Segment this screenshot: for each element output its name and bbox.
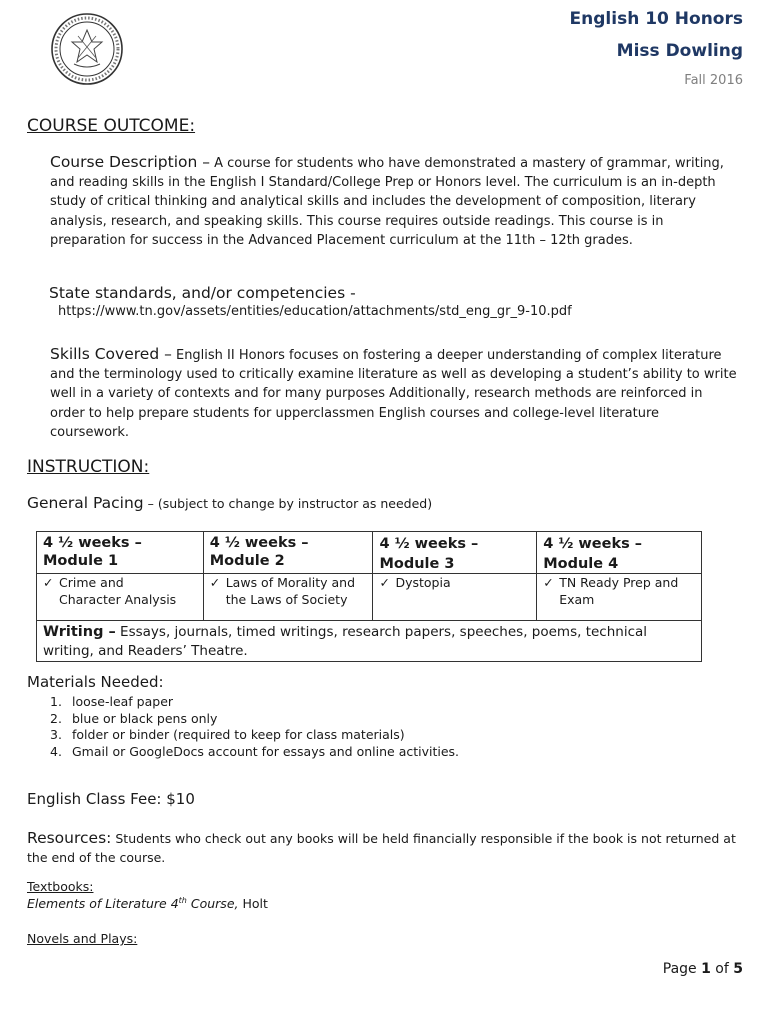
course-description-text: A course for students who have demonstrated a mastery of grammar, writing, and reading skills in the English I Standard/College Prep or Honors level. The curriculum is an in-depth study of critical thinking and analytical skills and includes the development of composition, literary analysis, research, and speaking skills. This course requires outside readings. This course is in preparation for success in the Advanced Placement curriculum at the 11th – 12th grades. xyxy=(50,156,724,248)
state-standards-link[interactable]: https://www.tn.gov/assets/entities/education/attachments/std_eng_gr_9-10.pdf xyxy=(58,304,572,319)
writing-label: Writing – xyxy=(43,624,116,640)
resources-text: Students who check out any books will be held financially responsible if the book is not returned at the end of the course. xyxy=(27,831,736,865)
school-seal-logo xyxy=(50,12,124,86)
materials-heading: Materials Needed: xyxy=(27,673,164,691)
checkmark-icon: ✓ xyxy=(209,575,221,590)
list-item: 2. blue or black pens only xyxy=(50,710,218,726)
course-outcome-heading: COURSE OUTCOME: xyxy=(27,116,196,136)
class-fee: English Class Fee: $10 xyxy=(27,790,195,808)
module-topic: ✓ Dystopia xyxy=(373,574,537,621)
state-standards-label: State standards, and/or competencies - xyxy=(49,284,356,302)
list-item: 4. Gmail or GoogleDocs account for essays and online activities. xyxy=(50,743,460,759)
materials-list xyxy=(50,694,459,760)
page-number: Page 1 of 5 xyxy=(662,961,743,977)
resources xyxy=(27,829,747,867)
module-topic: ✓ TN Ready Prep and Exam xyxy=(537,574,702,621)
module-header: 4 ½ weeks – Module 1 xyxy=(37,532,204,574)
checkmark-icon: ✓ xyxy=(43,575,54,590)
course-title: English 10 Honors xyxy=(569,9,743,29)
writing-text: Essays, journals, timed writings, research papers, speeches, poems, technical writing, and Readers’ Theatre. xyxy=(43,624,648,659)
list-item: 1. loose-leaf paper xyxy=(50,694,174,709)
textbooks-heading: Textbooks: xyxy=(27,879,94,894)
course-description xyxy=(50,153,740,250)
module-table xyxy=(36,531,702,662)
general-pacing-label: General Pacing xyxy=(27,494,144,512)
checkmark-icon: ✓ xyxy=(379,575,390,590)
resources-label: Resources: xyxy=(27,829,112,847)
skills-covered-label: Skills Covered – xyxy=(50,345,172,363)
skills-covered-text: English II Honors focuses on fostering a deeper understanding of complex literature and the terminology used to critically examine literature as well as developing a student’s ability to write well in a variety of contexts and for many purposes Additionally, research methods are reinforced in order to help prepare students for upperclassmen English courses and college-level literature coursework. xyxy=(50,348,737,440)
module-header: 4 ½ weeks – Module 4 xyxy=(537,532,702,574)
teacher-name: Miss Dowling xyxy=(616,41,743,61)
module-topic: ✓ Laws of Morality and the Laws of Society xyxy=(203,574,373,621)
general-pacing-note: – (subject to change by instructor as needed) xyxy=(143,496,433,511)
module-header: 4 ½ weeks – Module 2 xyxy=(203,532,373,574)
textbook-title: Elements of Literature 4th Course, Holt xyxy=(27,896,268,912)
checkmark-icon: ✓ xyxy=(543,575,554,590)
module-topic: ✓ Crime and Character Analysis xyxy=(37,574,204,621)
writing-row xyxy=(37,621,702,662)
general-pacing xyxy=(27,494,432,512)
novels-heading: Novels and Plays: xyxy=(27,931,138,946)
term: Fall 2016 xyxy=(684,73,743,88)
skills-covered xyxy=(50,345,740,442)
course-description-label: Course Description – xyxy=(50,153,210,171)
module-header: 4 ½ weeks – Module 3 xyxy=(373,532,537,574)
list-item: 3. folder or binder (required to keep for class materials) xyxy=(50,727,405,742)
instruction-heading: INSTRUCTION: xyxy=(27,457,150,477)
